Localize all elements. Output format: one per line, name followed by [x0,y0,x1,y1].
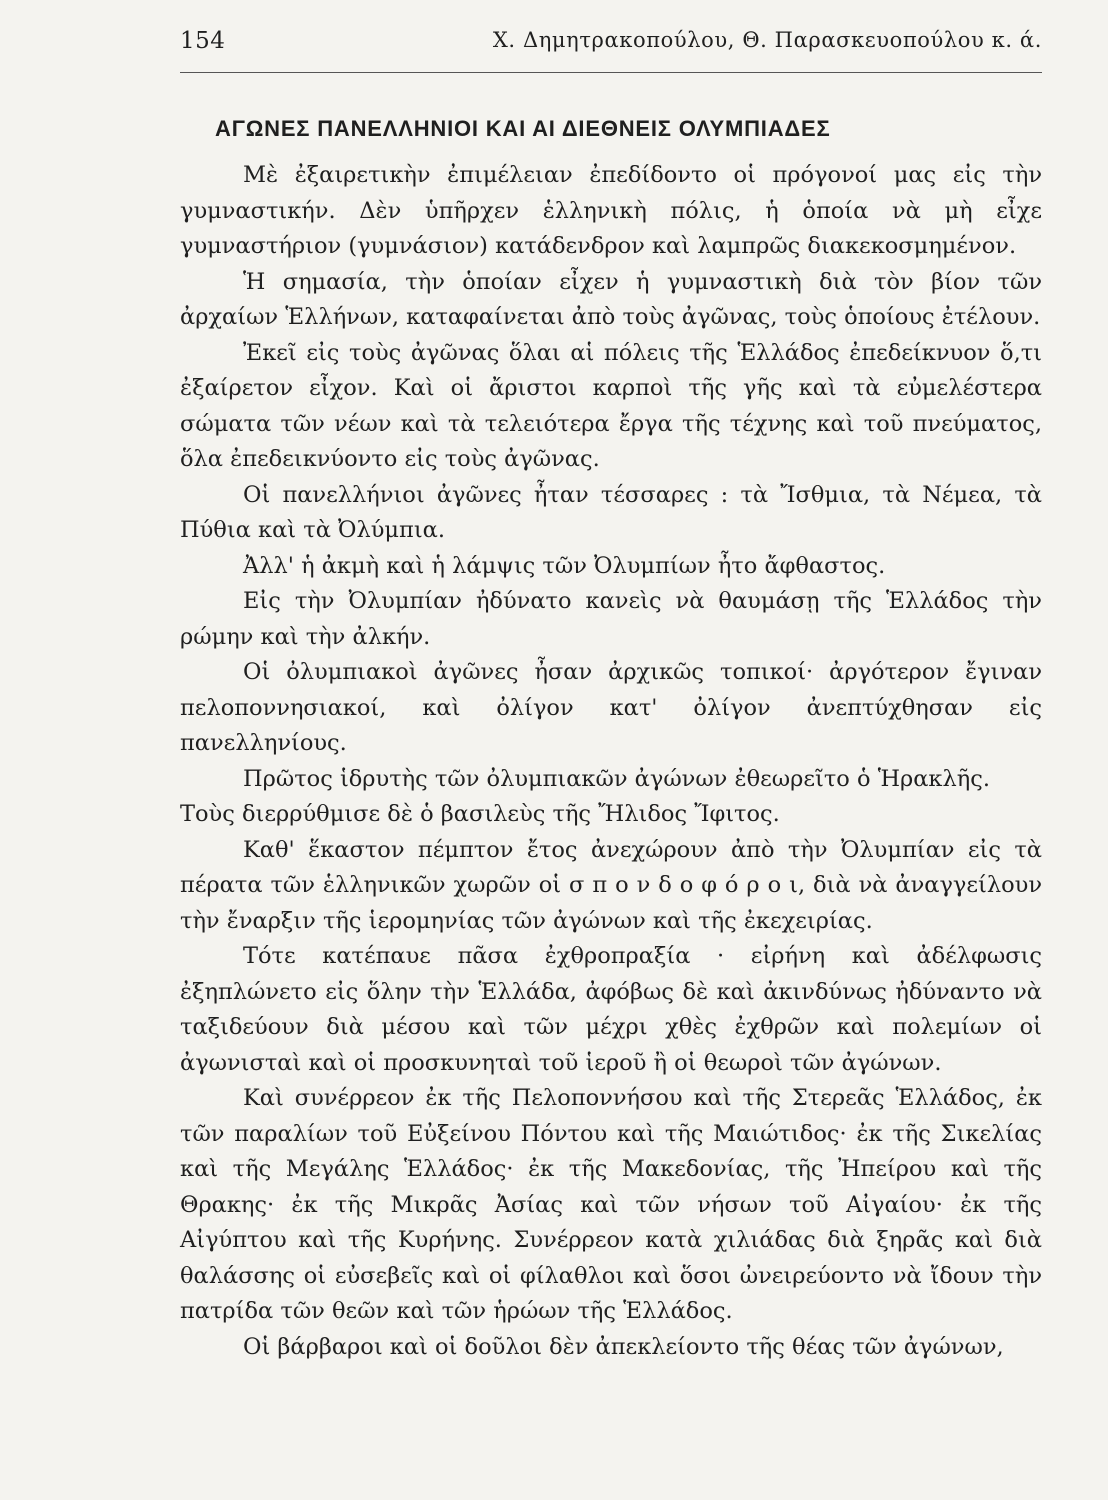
running-head: Χ. Δημητρακοπούλου, Θ. Παρασκευοπούλου κ. ά. [492,28,1042,52]
paragraph: Οἱ πανελλήνιοι ἀγῶνες ἦταν τέσσαρες : τὰ Ἴσθμια, τὰ Νέμεα, τὰ Πύθια καὶ τὰ Ὀλύμπια. [180,481,1042,543]
page-number: 154 [180,28,226,54]
page-header [180,28,1042,64]
paragraph: Ἀλλ' ἡ ἀκμὴ καὶ ἡ λάμψις τῶν Ὀλυμπίων ἦτο ἄφθαστος. [243,552,886,579]
paragraph: Καθ' ἕκαστον πέμπτον ἔτος ἀνεχώρουν ἀπὸ τὴν Ὀλυμπίαν εἰς τὰ πέρατα τῶν ἑλληνικῶν χωρῶν οἱ σ π ο ν δ ο φ ό ρ ο ι, διὰ νὰ ἀναγγείλουν τὴν ἔναρξιν τῆς ἱερομηνίας τῶν ἀγώνων καὶ τῆς ἐκεχειρίας. [180,836,1042,934]
paragraph: Τοὺς διερρύθμισε δὲ ὁ βασιλεὺς τῆς Ἤλιδος Ἴφιτος. [180,801,780,827]
paragraph: Μὲ ἐξαιρετικὴν ἐπιμέλειαν ἐπεδίδοντο οἱ πρόγονοί μας εἰς τὴν γυμναστικήν. Δὲν ὑπῆρχεν ἑλληνικὴ πόλις, ἡ ὁποία νὰ μὴ εἶχε γυμναστήριον (γυμνάσιον) κατάδενδρον καὶ λαμπρῶς διακεκοσμημένον. [180,162,1042,259]
paragraph: Καὶ συνέρρεον ἐκ τῆς Πελοποννήσου καὶ τῆς Στερεᾶς Ἑλλάδος, ἐκ τῶν παραλίων τοῦ Εὐξείνου Πόντου καὶ τῆς Μαιώτιδος· ἐκ τῆς Σικελίας καὶ τῆς Μεγάλης Ἑλλάδος· ἐκ τῆς Μακεδονίας, τῆς Ἠπείρου καὶ τῆς Θρακης· ἐκ τῆς Μικρᾶς Ἀσίας καὶ τῶν νήσων τοῦ Αἰγαίου· ἐκ τῆς Αἰγύπτου καὶ τῆς Κυρήνης. Συνέρρεον κατὰ χιλιάδας διὰ ξηρᾶς καὶ διὰ θαλάσσης οἱ εὐσεβεῖς καὶ οἱ φίλαθλοι καὶ ὅσοι ὠνειρεύοντο νὰ ἴδουν τὴν πατρίδα τῶν θεῶν καὶ τῶν ἡρώων τῆς Ἑλλάδος. [180,1085,1042,1324]
paragraph: Εἰς τὴν Ὀλυμπίαν ἠδύνατο κανεὶς νὰ θαυμάσῃ τῆς Ἑλλάδος τὴν ρώμην καὶ τὴν ἀλκήν. [180,588,1042,650]
body-text [180,158,1042,1365]
paragraph: Πρῶτος ἱδρυτὴς τῶν ὀλυμπιακῶν ἀγώνων ἐθεωρεῖτο ὁ Ἡρακλῆς. [243,765,990,792]
paragraph: Οἱ ὀλυμπιακοὶ ἀγῶνες ἦσαν ἀρχικῶς τοπικοί· ἀργότερον ἔγιναν πελοποννησιακοί, καὶ ὀλίγον κατ' ὀλίγον ἀνεπτύχθησαν εἰς πανελληνίους. [180,659,1042,756]
header-rule [180,72,1042,73]
paragraph: Τότε κατέπαυε πᾶσα ἐχθροπραξία · εἰρήνη καὶ ἀδέλφωσις ἐξηπλώνετο εἰς ὅλην τὴν Ἑλλάδα, ἀφόβως δὲ καὶ ἀκινδύνως ἠδύναντο νὰ ταξιδεύουν διὰ μέσου καὶ τῶν μέχρι χθὲς ἐχθρῶν καὶ πολεμίων οἱ ἀγωνισταὶ καὶ οἱ προσκυνηταὶ τοῦ ἱεροῦ ἢ οἱ θεωροὶ τῶν ἀγώνων. [180,943,1042,1076]
paragraph: Ἐκεῖ εἰς τοὺς ἀγῶνας ὅλαι αἱ πόλεις τῆς Ἑλλάδος ἐπεδείκνυον ὅ,τι ἐξαίρετον εἶχον. Καὶ οἱ ἄριστοι καρποὶ τῆς γῆς καὶ τὰ εὐμελέστερα σώματα τῶν νέων καὶ τὰ τελειότερα ἔργα τῆς τέχνης καὶ τοῦ πνεύματος, ὅλα ἐπεδεικνύοντο εἰς τοὺς ἀγῶνας. [180,339,1042,472]
chapter-title: ΑΓΩΝΕΣ ΠΑΝΕΛΛΗΝΙΟΙ ΚΑΙ ΑΙ ΔΙΕΘΝΕΙΣ ΟΛΥΜΠΙΑΔΕΣ [215,116,831,141]
paragraph: Οἱ βάρβαροι καὶ οἱ δοῦλοι δὲν ἀπεκλείοντο τῆς θέας τῶν ἀγώνων, [243,1333,1004,1360]
paragraph: Ἡ σημασία, τὴν ὁποίαν εἶχεν ἡ γυμναστικὴ διὰ τὸν βίον τῶν ἀρχαίων Ἑλλήνων, καταφαίνεται ἀπὸ τοὺς ἀγῶνας, τοὺς ὁποίους ἐτέλουν. [180,268,1042,330]
